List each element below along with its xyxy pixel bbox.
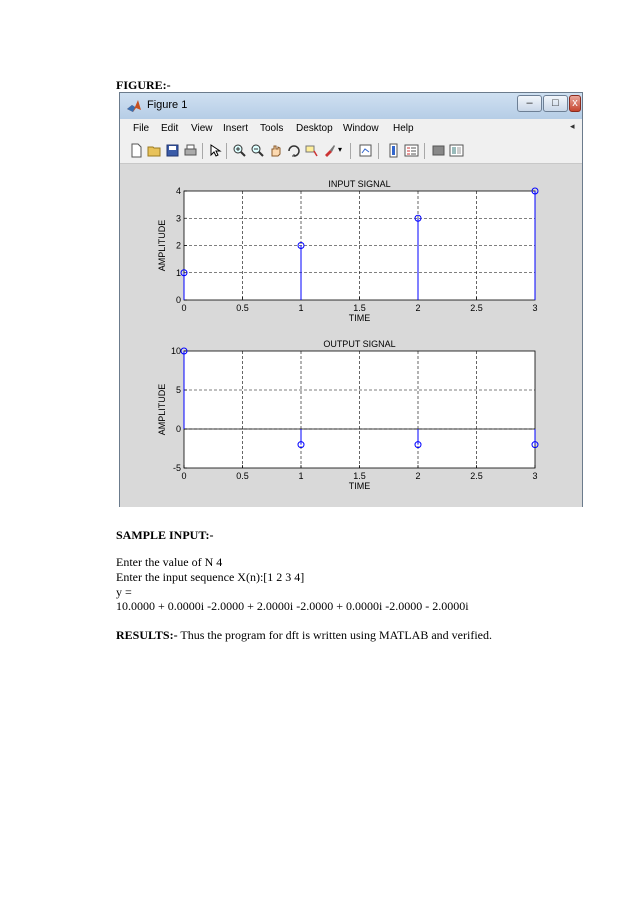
menu-desktop[interactable]: Desktop [296, 123, 333, 134]
results-label: RESULTS:- [116, 628, 178, 642]
y-tick-label: 5 [175, 385, 181, 395]
input-signal-chart [120, 164, 582, 334]
output-signal-chart [120, 324, 582, 507]
window-title: Figure 1 [147, 99, 188, 111]
figure-heading: FIGURE:- [116, 78, 171, 92]
menu-bar [120, 119, 582, 139]
maximize-button[interactable]: □ [543, 95, 568, 112]
insert-colorbar-icon[interactable] [386, 143, 401, 158]
y-tick-label: 0 [175, 295, 181, 305]
results-paragraph [116, 628, 492, 643]
x-axis-label: TIME [348, 313, 371, 323]
close-button[interactable]: x [569, 95, 581, 112]
menu-view[interactable]: View [191, 123, 213, 134]
y-axis-label: AMPLITUDE [157, 383, 167, 436]
sample-line-2: Enter the input sequence X(n):[1 2 3 4] [116, 570, 305, 584]
x-tick-label: 3 [532, 471, 538, 481]
chart-title: INPUT SIGNAL [328, 179, 391, 189]
x-tick-label: 2 [415, 471, 421, 481]
menu-insert[interactable]: Insert [223, 123, 249, 134]
save-icon[interactable] [165, 143, 180, 158]
results-text: Thus the program for dft is written using MATLAB and verified. [177, 628, 492, 642]
toolbar-separator [350, 143, 351, 159]
open-file-icon[interactable] [147, 143, 162, 158]
new-figure-icon[interactable] [129, 143, 144, 158]
x-tick-label: 1.5 [353, 303, 366, 313]
sample-input-heading: SAMPLE INPUT:- [116, 528, 214, 542]
sample-line-3: y = [116, 585, 132, 599]
toolbar-separator [424, 143, 425, 159]
x-tick-label: 0.5 [236, 303, 249, 313]
x-tick-label: 0.5 [236, 471, 249, 481]
toolbar-separator [202, 143, 203, 159]
y-tick-label: 4 [175, 186, 181, 196]
hide-plot-tools-icon[interactable] [431, 143, 446, 158]
chart-title: OUTPUT SIGNAL [323, 339, 396, 349]
title-bar[interactable] [120, 93, 582, 119]
toolbar-separator [226, 143, 227, 159]
y-tick-label: -5 [172, 463, 181, 473]
show-plot-tools-icon[interactable] [449, 143, 464, 158]
matlab-logo-icon [126, 98, 142, 114]
zoom-in-icon[interactable] [232, 143, 247, 158]
figure-canvas [120, 164, 582, 507]
toolbar-separator [378, 143, 379, 159]
x-tick-label: 1.5 [353, 471, 366, 481]
menu-help[interactable]: Help [393, 123, 414, 134]
data-cursor-icon[interactable] [304, 143, 319, 158]
x-tick-label: 2 [415, 303, 421, 313]
rotate-3d-icon[interactable] [286, 143, 301, 158]
y-tick-label: 0 [175, 424, 181, 434]
brush-icon[interactable] [322, 143, 337, 158]
sample-line-1: Enter the value of N 4 [116, 555, 223, 569]
y-axis-label: AMPLITUDE [157, 219, 167, 272]
x-tick-label: 2.5 [470, 471, 483, 481]
link-plot-icon[interactable] [358, 143, 373, 158]
y-tick-label: 2 [175, 240, 181, 251]
menu-window[interactable]: Window [343, 123, 379, 134]
minimize-button[interactable]: – [517, 95, 542, 112]
x-tick-label: 1 [298, 303, 304, 313]
menu-edit[interactable]: Edit [161, 123, 179, 134]
y-tick-label: 1 [175, 267, 181, 278]
x-tick-label: 1 [298, 471, 304, 481]
x-tick-label: 0 [181, 471, 187, 481]
menu-file[interactable]: File [133, 123, 150, 134]
edit-plot-icon[interactable] [208, 143, 223, 158]
y-tick-label: 3 [175, 213, 181, 224]
menu-overflow-arrow-icon[interactable]: ◂ [570, 122, 575, 132]
y-tick-label: 10 [170, 346, 181, 356]
x-tick-label: 2.5 [470, 303, 483, 313]
x-tick-label: 0 [181, 303, 187, 313]
x-axis-label: TIME [348, 481, 371, 491]
x-tick-label: 3 [532, 303, 538, 313]
figure-toolbar [120, 139, 582, 164]
print-icon[interactable] [183, 143, 198, 158]
pan-icon[interactable] [268, 143, 283, 158]
sample-line-4: 10.0000 + 0.0000i -2.0000 + 2.0000i -2.0000 + 0.0000i -2.0000 - 2.0000i [116, 599, 469, 613]
insert-legend-icon[interactable] [404, 143, 419, 158]
figure-window [119, 92, 583, 507]
zoom-out-icon[interactable] [250, 143, 265, 158]
brush-dropdown-icon[interactable]: ▾ [338, 145, 343, 154]
menu-tools[interactable]: Tools [260, 123, 284, 134]
